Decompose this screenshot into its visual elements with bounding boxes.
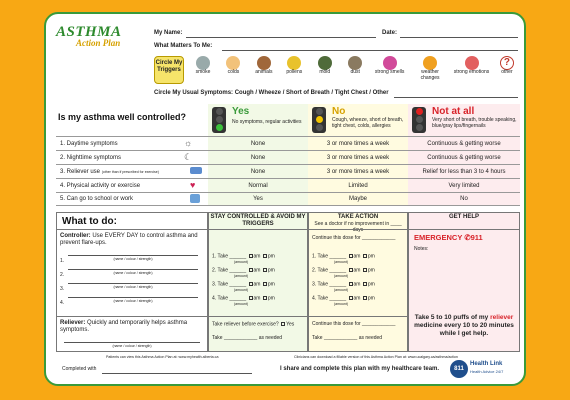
green-col-title: STAY CONTROLLED & AVOID MY TRIGGERS bbox=[210, 214, 306, 227]
colds-icon bbox=[226, 56, 240, 70]
row-green: None bbox=[208, 150, 308, 164]
animals-icon bbox=[257, 56, 271, 70]
trigger-dust[interactable]: dust bbox=[342, 56, 368, 86]
running-icon: ♥ bbox=[190, 180, 196, 190]
what-to-do-title: What to do: bbox=[62, 216, 117, 227]
smoke-icon bbox=[196, 56, 210, 70]
control-question: Is my asthma well controlled? bbox=[58, 112, 187, 122]
row-red: Continuous & getting worse bbox=[408, 150, 520, 164]
green-take-lines bbox=[212, 254, 306, 310]
green-take-1[interactable]: 1. Take ______ am pm (amount) bbox=[212, 253, 275, 265]
row-yellow: 3 or more times a week bbox=[308, 150, 408, 164]
control-table bbox=[56, 136, 520, 208]
date-field[interactable] bbox=[400, 37, 518, 38]
yes-header: Yes No symptoms, regular activities bbox=[208, 104, 308, 136]
controller-med-1[interactable]: 1. (name / colour / strength) bbox=[60, 249, 204, 263]
weather-changes-icon bbox=[423, 56, 437, 70]
logo-asthma-text: ASTHMA bbox=[56, 24, 122, 40]
completed-with-field[interactable] bbox=[102, 373, 252, 374]
asthma-action-plan-card bbox=[44, 12, 526, 386]
mold-icon bbox=[318, 56, 332, 70]
green-take-2[interactable]: 2. Take ______ am pm (amount) bbox=[212, 267, 275, 279]
health-link-sub: Health Advice 24/7 bbox=[470, 369, 504, 374]
sun-icon: ☼ bbox=[184, 138, 193, 148]
row-yellow: Maybe bbox=[308, 192, 408, 206]
logo-plan-text: Action Plan bbox=[76, 38, 121, 48]
what-to-do-divider bbox=[56, 229, 520, 230]
green-take-3[interactable]: 3. Take ______ am pm (amount) bbox=[212, 281, 275, 293]
usual-symptoms: Circle My Usual Symptoms: Cough / Wheeze / Short of Breath / Tight Chest / Other bbox=[154, 90, 389, 96]
row-yellow: 3 or more times a week bbox=[308, 136, 408, 150]
clinicians-footer: Clinicians can download a fillable version of this Asthma Action Plan at: www.ucalgary.ca/asthma/action bbox=[294, 355, 458, 359]
triggers-row bbox=[190, 56, 520, 86]
pollens-icon bbox=[287, 56, 301, 70]
trigger-other[interactable]: ? other bbox=[501, 57, 513, 75]
date-label: Date: bbox=[382, 30, 398, 36]
trigger-smoke[interactable]: smoke bbox=[190, 56, 216, 86]
trigger-weather-changes[interactable]: weather changes bbox=[411, 56, 449, 86]
health-link-label: Health Link bbox=[470, 361, 503, 367]
my-name-label: My Name: bbox=[154, 30, 183, 36]
row-green: None bbox=[208, 136, 308, 150]
traffic-light-red-icon bbox=[412, 107, 426, 133]
reliever-divider bbox=[56, 316, 408, 317]
trigger-animals[interactable]: animals bbox=[251, 56, 277, 86]
controller-med-3[interactable]: 3. (name / colour / strength) bbox=[60, 277, 204, 291]
reliever-med-caption: (name / colour / strength) bbox=[112, 344, 152, 348]
trigger-strong-emotions[interactable]: strong emotions bbox=[454, 56, 490, 86]
yellow-take-3[interactable]: 3. Take ______ am pm (amount) bbox=[312, 281, 375, 293]
my-name-field[interactable] bbox=[186, 37, 376, 38]
row-label: 1. Daytime symptoms bbox=[56, 136, 208, 150]
row-red: Relief for less than 3 to 4 hours bbox=[408, 164, 520, 178]
yellow-continue-dose[interactable]: Continue this dose for ____________ bbox=[312, 235, 396, 241]
red-col-title: GET HELP bbox=[448, 214, 479, 220]
row-green: Yes bbox=[208, 192, 308, 206]
what-matters-label: What Matters To Me: bbox=[154, 43, 213, 49]
controller-med-2[interactable]: 2. (name / colour / strength) bbox=[60, 263, 204, 277]
row-green: Normal bbox=[208, 178, 308, 192]
no-header: No Cough, wheeze, short of breath, tight chest, colds, allergies bbox=[308, 104, 408, 136]
trigger-strong-smells[interactable]: strong smells bbox=[373, 56, 407, 86]
circle-triggers-badge: Circle My Triggers bbox=[154, 56, 184, 84]
patients-footer: Patients can view this Asthma Action Plan at: www.myhealth.alberta.ca bbox=[106, 355, 219, 359]
row-label: 4. Physical activity or exercise bbox=[56, 178, 208, 192]
not-at-all-header: Not at all Very short of breath, trouble speaking, blue/gray lips/fingernails bbox=[408, 104, 520, 136]
logo bbox=[56, 24, 146, 48]
moon-icon: ☾ bbox=[184, 152, 193, 162]
yellow-reliever-take[interactable]: Take ____________ as needed bbox=[312, 335, 383, 341]
reliever-med-field[interactable] bbox=[64, 342, 200, 343]
row-label: 2. Nighttime symptoms bbox=[56, 150, 208, 164]
inhaler-icon bbox=[190, 167, 202, 174]
yellow-reliever-continue[interactable]: Continue this dose for ____________ bbox=[312, 321, 396, 327]
row-red: Continuous & getting worse bbox=[408, 136, 520, 150]
row-label: 3. Reliever use (other than if prescribed for exercise) bbox=[56, 164, 208, 178]
row-green: None bbox=[208, 164, 308, 178]
notes-label: Notes: bbox=[414, 246, 429, 252]
row-label: 5. Can go to school or work bbox=[56, 192, 208, 206]
trigger-pollens[interactable]: pollens bbox=[281, 56, 307, 86]
red-message: Take 5 to 10 puffs of my reliever medicine every 10 to 20 minutes while I get help. bbox=[414, 314, 514, 338]
health-link-811-icon: 811 bbox=[450, 360, 468, 378]
row-yellow: Limited bbox=[308, 178, 408, 192]
phone-icon: ✆ bbox=[464, 233, 471, 242]
row-red: No bbox=[408, 192, 520, 206]
trigger-colds[interactable]: colds bbox=[220, 56, 246, 86]
strong-emotions-icon bbox=[465, 56, 479, 70]
green-take-4[interactable]: 4. Take ______ am pm (amount) bbox=[212, 295, 275, 307]
green-reliever-take[interactable]: Take ____________ as needed bbox=[212, 335, 283, 341]
take-before-exercise[interactable]: Take reliever before exercise? Yes bbox=[212, 321, 295, 328]
row-red: Very limited bbox=[408, 178, 520, 192]
share-statement: I share and complete this plan with my healthcare team. bbox=[280, 366, 440, 372]
question-mark-icon: ? bbox=[500, 56, 514, 70]
school-bag-icon bbox=[190, 194, 200, 203]
yellow-take-2[interactable]: 2. Take ______ am pm (amount) bbox=[312, 267, 375, 279]
what-matters-field[interactable] bbox=[222, 50, 518, 51]
reliever-desc: Reliever: Quickly and temporarily helps asthma symptoms. bbox=[60, 320, 188, 333]
yellow-take-4[interactable]: 4. Take ______ am pm (amount) bbox=[312, 295, 375, 307]
controller-desc: Controller: Use EVERY DAY to control asthma and prevent flare-ups. bbox=[60, 233, 198, 246]
controller-meds bbox=[60, 249, 204, 305]
trigger-mold[interactable]: mold bbox=[312, 56, 338, 86]
yellow-col-title: TAKE ACTION bbox=[337, 214, 379, 220]
other-symptom-field[interactable] bbox=[394, 97, 518, 98]
dust-icon bbox=[348, 56, 362, 70]
yellow-col-sub: See a doctor if no improvement in ____ days bbox=[314, 221, 402, 233]
traffic-light-green-icon bbox=[212, 107, 226, 133]
emergency-label: EMERGENCY ✆911 bbox=[414, 233, 483, 242]
strong-smells-icon bbox=[383, 56, 397, 70]
completed-with-label: Completed with bbox=[62, 366, 97, 372]
traffic-light-yellow-icon bbox=[312, 107, 326, 133]
row-yellow: 3 or more times a week bbox=[308, 164, 408, 178]
yellow-take-lines bbox=[312, 254, 406, 310]
yellow-take-1[interactable]: 1. Take ______ am pm (amount) bbox=[312, 253, 375, 265]
controller-med-4[interactable]: 4. (name / colour / strength) bbox=[60, 291, 204, 305]
